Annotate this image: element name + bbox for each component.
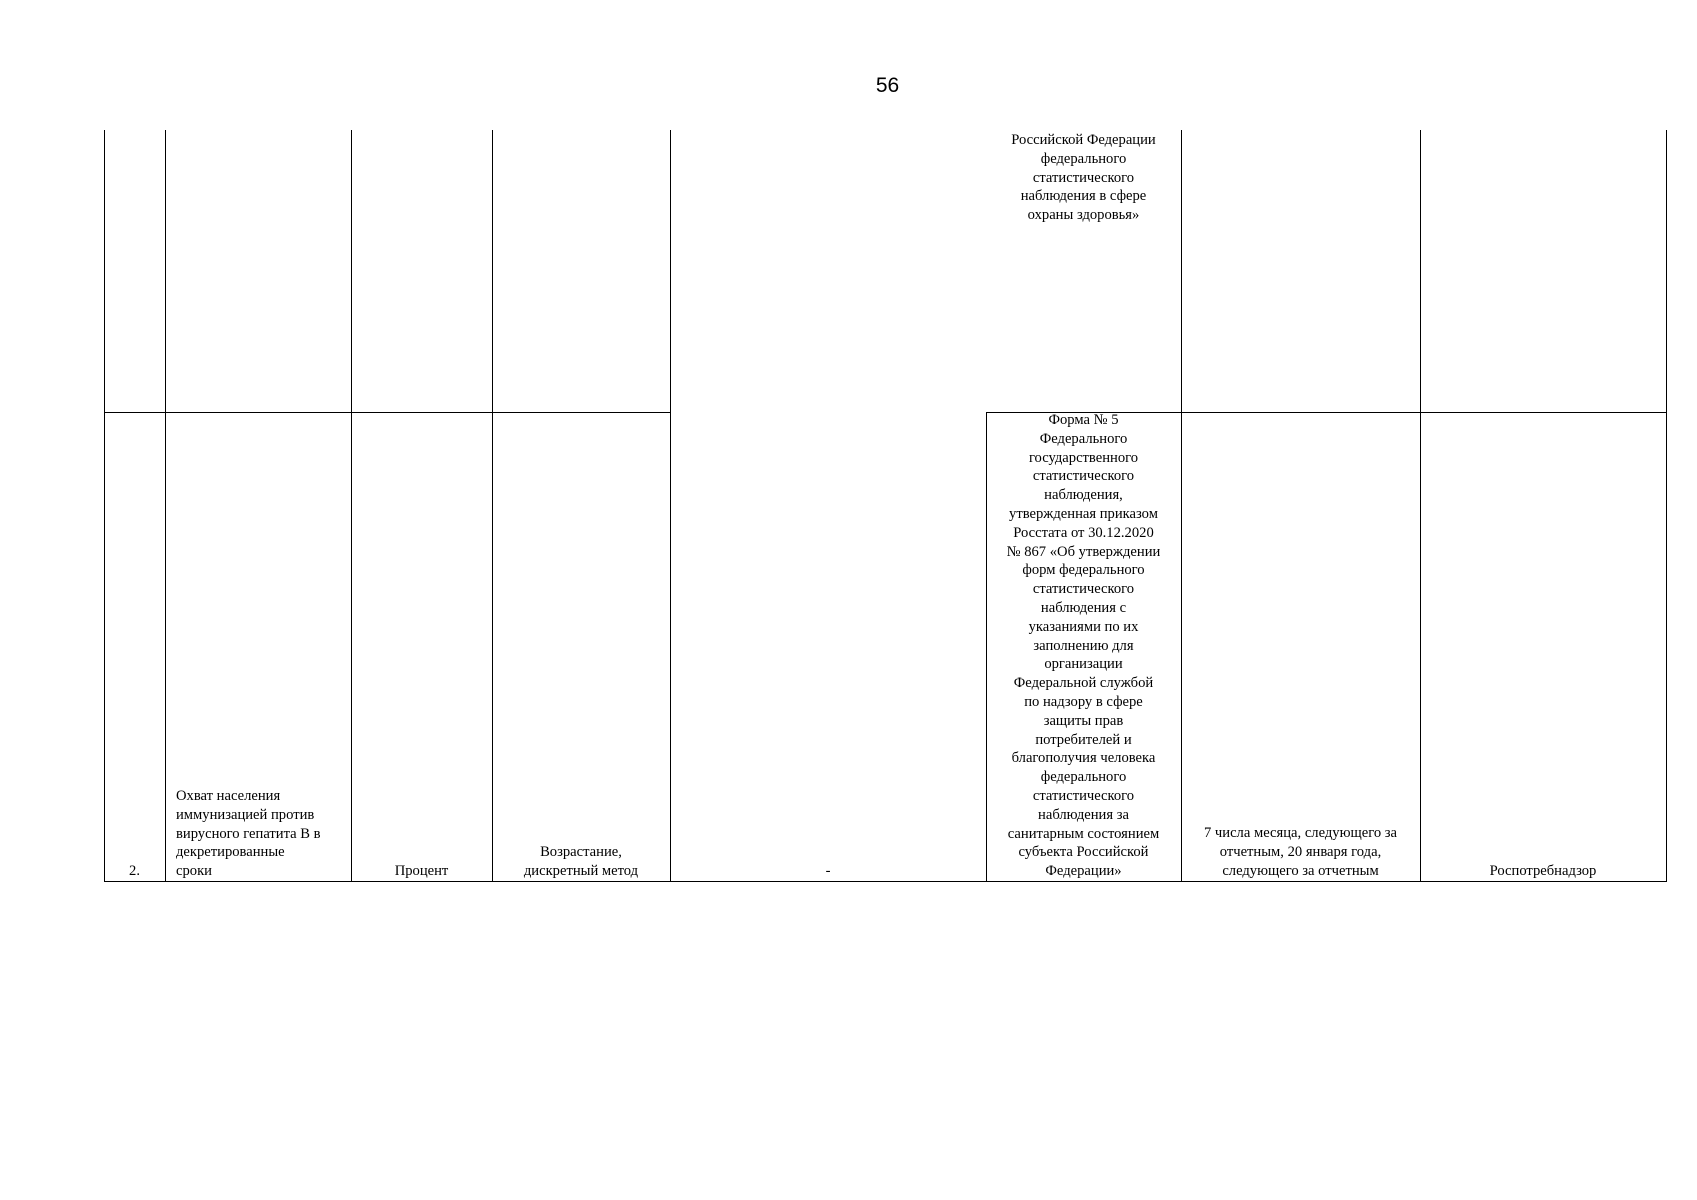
indicator-name-cell xyxy=(176,787,346,881)
responsible-cell xyxy=(1420,862,1666,881)
source-line: организации xyxy=(1044,656,1123,673)
source-line: форм федерального xyxy=(1022,562,1145,579)
source-line: заполнению для xyxy=(1033,637,1134,654)
source-line: государственного xyxy=(1028,449,1139,466)
source-line: субъекта Российской xyxy=(1018,844,1149,861)
source-line: федерального xyxy=(1040,769,1127,786)
source-cell xyxy=(986,411,1181,881)
formula-value: - xyxy=(825,863,831,879)
indicator-line: вирусного гепатита В в xyxy=(176,825,321,842)
row-index: 2. xyxy=(129,863,140,879)
source-line: благополучия человека xyxy=(1011,750,1156,767)
table-column-border xyxy=(670,130,671,882)
source-line: наблюдения за xyxy=(1038,806,1129,823)
source-line: статистического xyxy=(1032,468,1135,485)
unit-value: Процент xyxy=(394,863,449,879)
source-line: наблюдения в сфере xyxy=(1020,188,1147,205)
method-line: Возрастание, xyxy=(540,844,622,860)
source-line: утвержденная приказом xyxy=(1009,505,1158,522)
source-line: федерального xyxy=(1040,150,1127,167)
source-line: № 867 «Об утверждении xyxy=(1006,543,1161,560)
source-line: указаниями по их xyxy=(1028,618,1139,635)
indicator-line: сроки xyxy=(176,863,212,880)
method-cell xyxy=(492,843,670,881)
row-index-cell xyxy=(104,862,165,881)
source-line: Форма № 5 xyxy=(1048,412,1119,428)
source-line: Федеральной службой xyxy=(1013,675,1154,692)
source-line: охраны здоровья» xyxy=(1027,207,1140,224)
source-line: статистического xyxy=(1032,169,1135,186)
source-line: защиты прав xyxy=(1043,712,1124,729)
formula-cell xyxy=(670,862,986,881)
responsible-value: Роспотребнадзор xyxy=(1489,863,1597,879)
table-column-border xyxy=(351,130,352,882)
deadline-line: 7 числа месяца, следующего за xyxy=(1203,825,1398,841)
method-line: дискретный метод xyxy=(523,862,639,879)
source-line: санитарным состоянием xyxy=(1007,825,1160,842)
table-column-border xyxy=(1666,130,1667,882)
source-line: Федерального xyxy=(1039,430,1128,447)
source-line: Федерации» xyxy=(1045,863,1122,880)
table-column-border xyxy=(165,130,166,882)
source-line: Росстата от 30.12.2020 xyxy=(1013,524,1154,541)
source-line: наблюдения с xyxy=(1040,599,1127,616)
continuation-source-cell xyxy=(986,131,1181,225)
table-column-border xyxy=(1420,130,1421,882)
source-line: потребителей и xyxy=(1035,731,1132,748)
indicator-line: декретированные xyxy=(176,844,285,861)
table-column-border xyxy=(104,130,105,882)
table-bottom-border xyxy=(104,881,1667,882)
indicator-line: иммунизацией против xyxy=(176,806,315,823)
deadline-line: отчетным, 20 января года, xyxy=(1219,843,1382,860)
indicator-line: Охват населения xyxy=(176,788,281,804)
source-line: по надзору в сфере xyxy=(1024,693,1143,710)
page-number: 56 xyxy=(875,74,900,97)
table-column-border xyxy=(492,130,493,882)
table-column-border xyxy=(1181,130,1182,882)
unit-cell xyxy=(351,862,492,881)
deadline-cell xyxy=(1181,824,1420,880)
table-row-divider xyxy=(104,412,671,413)
source-line: Российской Федерации xyxy=(1011,132,1156,148)
source-line: наблюдения, xyxy=(1044,487,1123,504)
deadline-line: следующего за отчетным xyxy=(1222,862,1379,879)
source-line: статистического xyxy=(1032,581,1135,598)
source-line: статистического xyxy=(1032,787,1135,804)
